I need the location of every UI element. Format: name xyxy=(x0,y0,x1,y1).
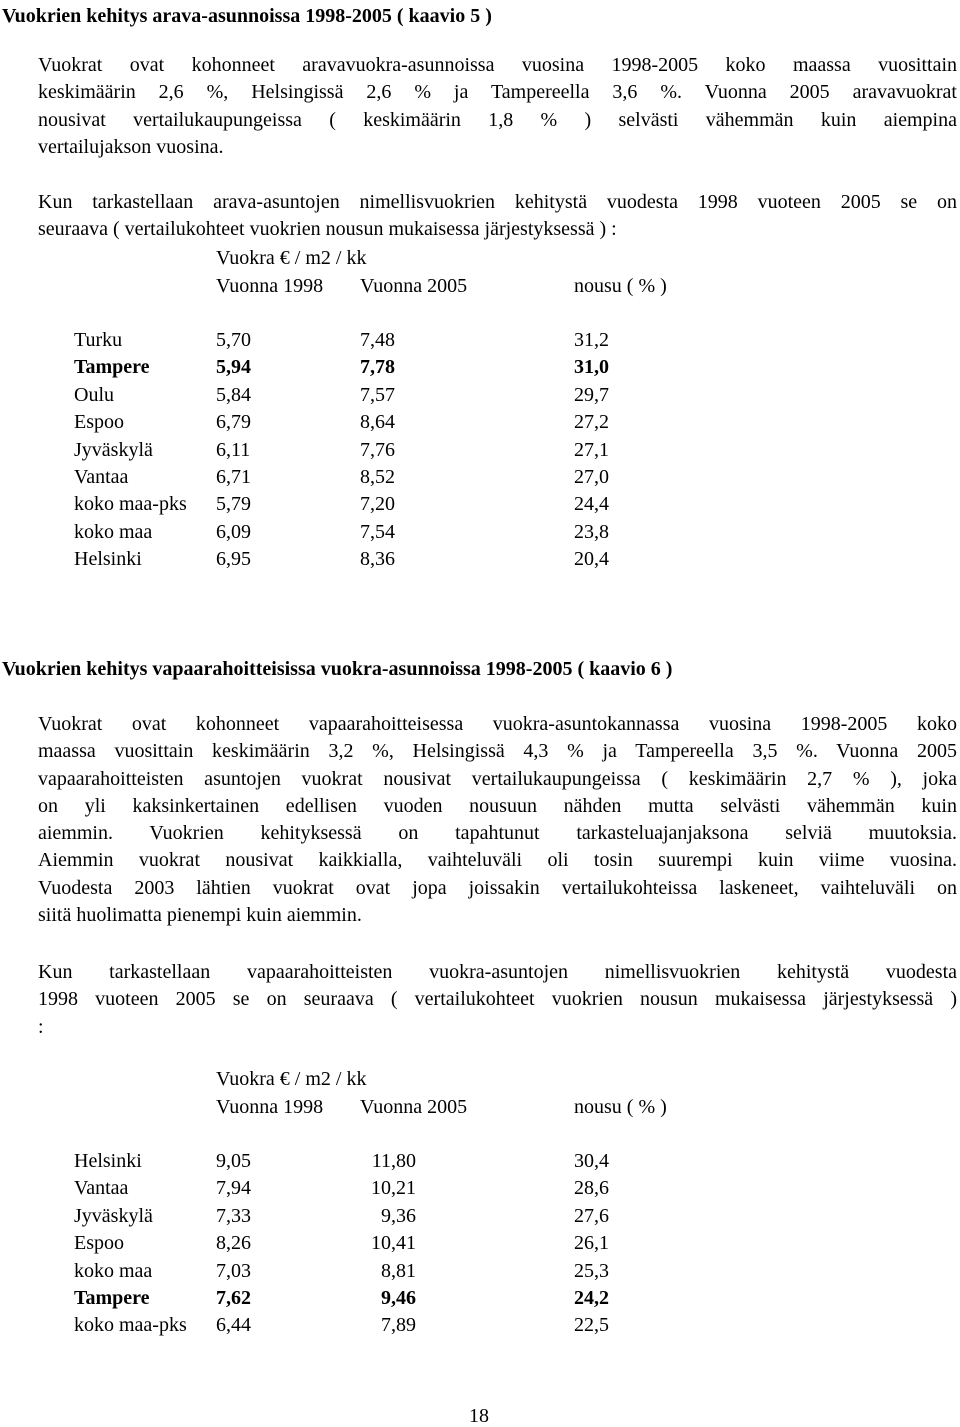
section1-paragraph2 xyxy=(38,189,957,244)
table2-unit-header: Vuokra € / m2 / kk xyxy=(216,1068,367,1090)
paragraph-line: Vuokrat ovat kohonneet aravavuokra-asunnoissa vuosina 1998-2005 koko maassa vuosittain xyxy=(38,54,957,76)
value-1998-cell: 7,62 xyxy=(216,1287,251,1309)
change-percent-cell: 27,0 xyxy=(574,466,609,488)
section1-heading: Vuokrien kehitys arava-asunnoissa 1998-2005 ( kaavio 5 ) xyxy=(2,5,492,27)
table1-col-1998-header: Vuonna 1998 xyxy=(216,275,324,297)
value-2005-cell: 7,76 xyxy=(360,438,395,461)
value-1998-cell: 8,26 xyxy=(216,1232,251,1255)
change-percent-cell: 31,2 xyxy=(574,329,609,351)
table2-col-1998-header: Vuonna 1998 xyxy=(216,1096,324,1118)
value-2005-cell: 9,36 xyxy=(381,1204,416,1227)
city-cell: Helsinki xyxy=(74,1150,142,1172)
city-cell: Vantaa xyxy=(74,466,129,488)
change-percent-cell: 29,7 xyxy=(574,383,609,406)
value-1998-cell: 7,94 xyxy=(216,1177,251,1200)
city-cell: koko maa-pks xyxy=(74,493,187,516)
value-2005-cell: 9,46 xyxy=(381,1287,416,1309)
city-cell: Jyväskylä xyxy=(74,438,153,461)
change-percent-cell: 23,8 xyxy=(574,520,609,543)
value-2005-cell: 8,36 xyxy=(360,548,395,571)
change-percent-cell: 27,1 xyxy=(574,438,609,461)
change-percent-cell: 24,2 xyxy=(574,1287,609,1309)
value-2005-cell: 7,57 xyxy=(360,383,395,406)
value-2005-cell: 11,80 xyxy=(371,1150,416,1172)
value-1998-cell: 6,09 xyxy=(216,520,251,543)
table2-col-change-header: nousu ( % ) xyxy=(574,1096,667,1118)
paragraph-line: Kun tarkastellaan arava-asuntojen nimellisvuokrien kehitystä vuodesta 1998 vuoteen 2005 se on xyxy=(38,191,957,213)
city-cell: Oulu xyxy=(74,383,114,406)
city-cell: Jyväskylä xyxy=(74,1204,153,1227)
paragraph-line: siitä huolimatta pienempi kuin aiemmin. xyxy=(38,904,362,927)
paragraph-line: vapaarahoitteisten asuntojen vuokrat nousivat vertailukaupungeissa ( keskimäärin 2,7 % ), joka xyxy=(38,767,957,790)
section2-paragraph1 xyxy=(38,711,957,929)
value-2005-cell: 8,52 xyxy=(360,466,395,488)
value-1998-cell: 6,44 xyxy=(216,1314,251,1337)
page-number: 18 xyxy=(469,1405,489,1427)
table1-unit-header: Vuokra € / m2 / kk xyxy=(216,247,367,269)
change-percent-cell: 28,6 xyxy=(574,1177,609,1200)
paragraph-line: Aiemmin vuokrat nousivat kaikkialla, vaihteluväli oli tosin suurempi kuin viime vuosina. xyxy=(38,849,957,872)
value-2005-cell: 10,21 xyxy=(371,1177,416,1200)
value-1998-cell: 5,84 xyxy=(216,383,251,406)
paragraph-line: on yli kaksinkertainen edellisen vuoden nousuun nähden mutta selvästi vähemmän kuin xyxy=(38,794,957,817)
section2-paragraph2 xyxy=(38,959,957,1041)
value-1998-cell: 9,05 xyxy=(216,1150,251,1172)
city-cell: Espoo xyxy=(74,1232,124,1255)
city-cell: koko maa xyxy=(74,520,153,543)
paragraph-line: Kun tarkastellaan vapaarahoitteisten vuokra-asuntojen nimellisvuokrien kehitystä vuodesta xyxy=(38,961,957,983)
value-1998-cell: 6,11 xyxy=(216,438,251,461)
value-2005-cell: 7,78 xyxy=(360,356,395,379)
table2-col-2005-header: Vuonna 2005 xyxy=(360,1096,468,1118)
value-2005-cell: 8,81 xyxy=(381,1259,416,1282)
city-cell: koko maa-pks xyxy=(74,1314,187,1337)
paragraph-line: aiemmin. Vuokrien kehityksessä on tapahtunut tarkasteluajanjaksona selviä muutoksia. xyxy=(38,822,957,845)
change-percent-cell: 22,5 xyxy=(574,1314,609,1337)
paragraph-line: vertailujakson vuosina. xyxy=(38,135,224,158)
paragraph-line: : xyxy=(38,1015,44,1038)
value-1998-cell: 5,79 xyxy=(216,493,251,516)
value-2005-cell: 7,20 xyxy=(360,493,395,516)
table1-col-2005-header: Vuonna 2005 xyxy=(360,275,468,297)
city-cell: Turku xyxy=(74,329,123,351)
value-1998-cell: 7,03 xyxy=(216,1259,251,1282)
change-percent-cell: 26,1 xyxy=(574,1232,609,1255)
table1-col-change-header: nousu ( % ) xyxy=(574,275,667,297)
value-1998-cell: 7,33 xyxy=(216,1204,251,1227)
change-percent-cell: 25,3 xyxy=(574,1259,609,1282)
value-2005-cell: 7,48 xyxy=(360,329,395,351)
change-percent-cell: 27,6 xyxy=(574,1204,609,1227)
value-1998-cell: 5,70 xyxy=(216,329,251,351)
change-percent-cell: 24,4 xyxy=(574,493,609,516)
city-cell: Vantaa xyxy=(74,1177,129,1200)
paragraph-line: 1998 vuoteen 2005 se on seuraava ( vertailukohteet vuokrien nousun mukaisessa järjestyksessä ) xyxy=(38,988,957,1011)
paragraph-line: Vuokrat ovat kohonneet vapaarahoitteisessa vuokra-asuntokannassa vuosina 1998-2005 koko xyxy=(38,713,957,735)
city-cell: koko maa xyxy=(74,1259,153,1282)
value-1998-cell: 6,95 xyxy=(216,548,251,571)
change-percent-cell: 20,4 xyxy=(574,548,609,571)
value-1998-cell: 6,71 xyxy=(216,466,251,488)
city-cell: Tampere xyxy=(74,1287,150,1309)
value-2005-cell: 8,64 xyxy=(360,411,395,434)
paragraph-line: maassa vuosittain keskimäärin 3,2 %, Helsingissä 4,3 % ja Tampereella 3,5 %. Vuonna 2005 xyxy=(38,740,957,763)
value-2005-cell: 10,41 xyxy=(371,1232,416,1255)
change-percent-cell: 27,2 xyxy=(574,411,609,434)
section2-heading: Vuokrien kehitys vapaarahoitteisissa vuokra-asunnoissa 1998-2005 ( kaavio 6 ) xyxy=(2,658,673,680)
paragraph-line: Vuodesta 2003 lähtien vuokrat ovat jopa joissakin vertailukohteissa laskeneet, vaihteluväli on xyxy=(38,876,957,899)
paragraph-line: keskimäärin 2,6 %, Helsingissä 2,6 % ja Tampereella 3,6 %. Vuonna 2005 aravavuokrat xyxy=(38,81,957,104)
paragraph-line: seuraava ( vertailukohteet vuokrien nousun mukaisessa järjestyksessä ) : xyxy=(38,218,617,241)
change-percent-cell: 30,4 xyxy=(574,1150,609,1172)
value-1998-cell: 5,94 xyxy=(216,356,251,379)
section1-paragraph1 xyxy=(38,52,957,161)
value-2005-cell: 7,89 xyxy=(381,1314,416,1337)
value-2005-cell: 7,54 xyxy=(360,520,395,543)
city-cell: Espoo xyxy=(74,411,124,434)
city-cell: Tampere xyxy=(74,356,150,379)
city-cell: Helsinki xyxy=(74,548,142,571)
paragraph-line: nousivat vertailukaupungeissa ( keskimäärin 1,8 % ) selvästi vähemmän kuin aiempina xyxy=(38,108,957,131)
value-1998-cell: 6,79 xyxy=(216,411,251,434)
change-percent-cell: 31,0 xyxy=(574,356,609,379)
